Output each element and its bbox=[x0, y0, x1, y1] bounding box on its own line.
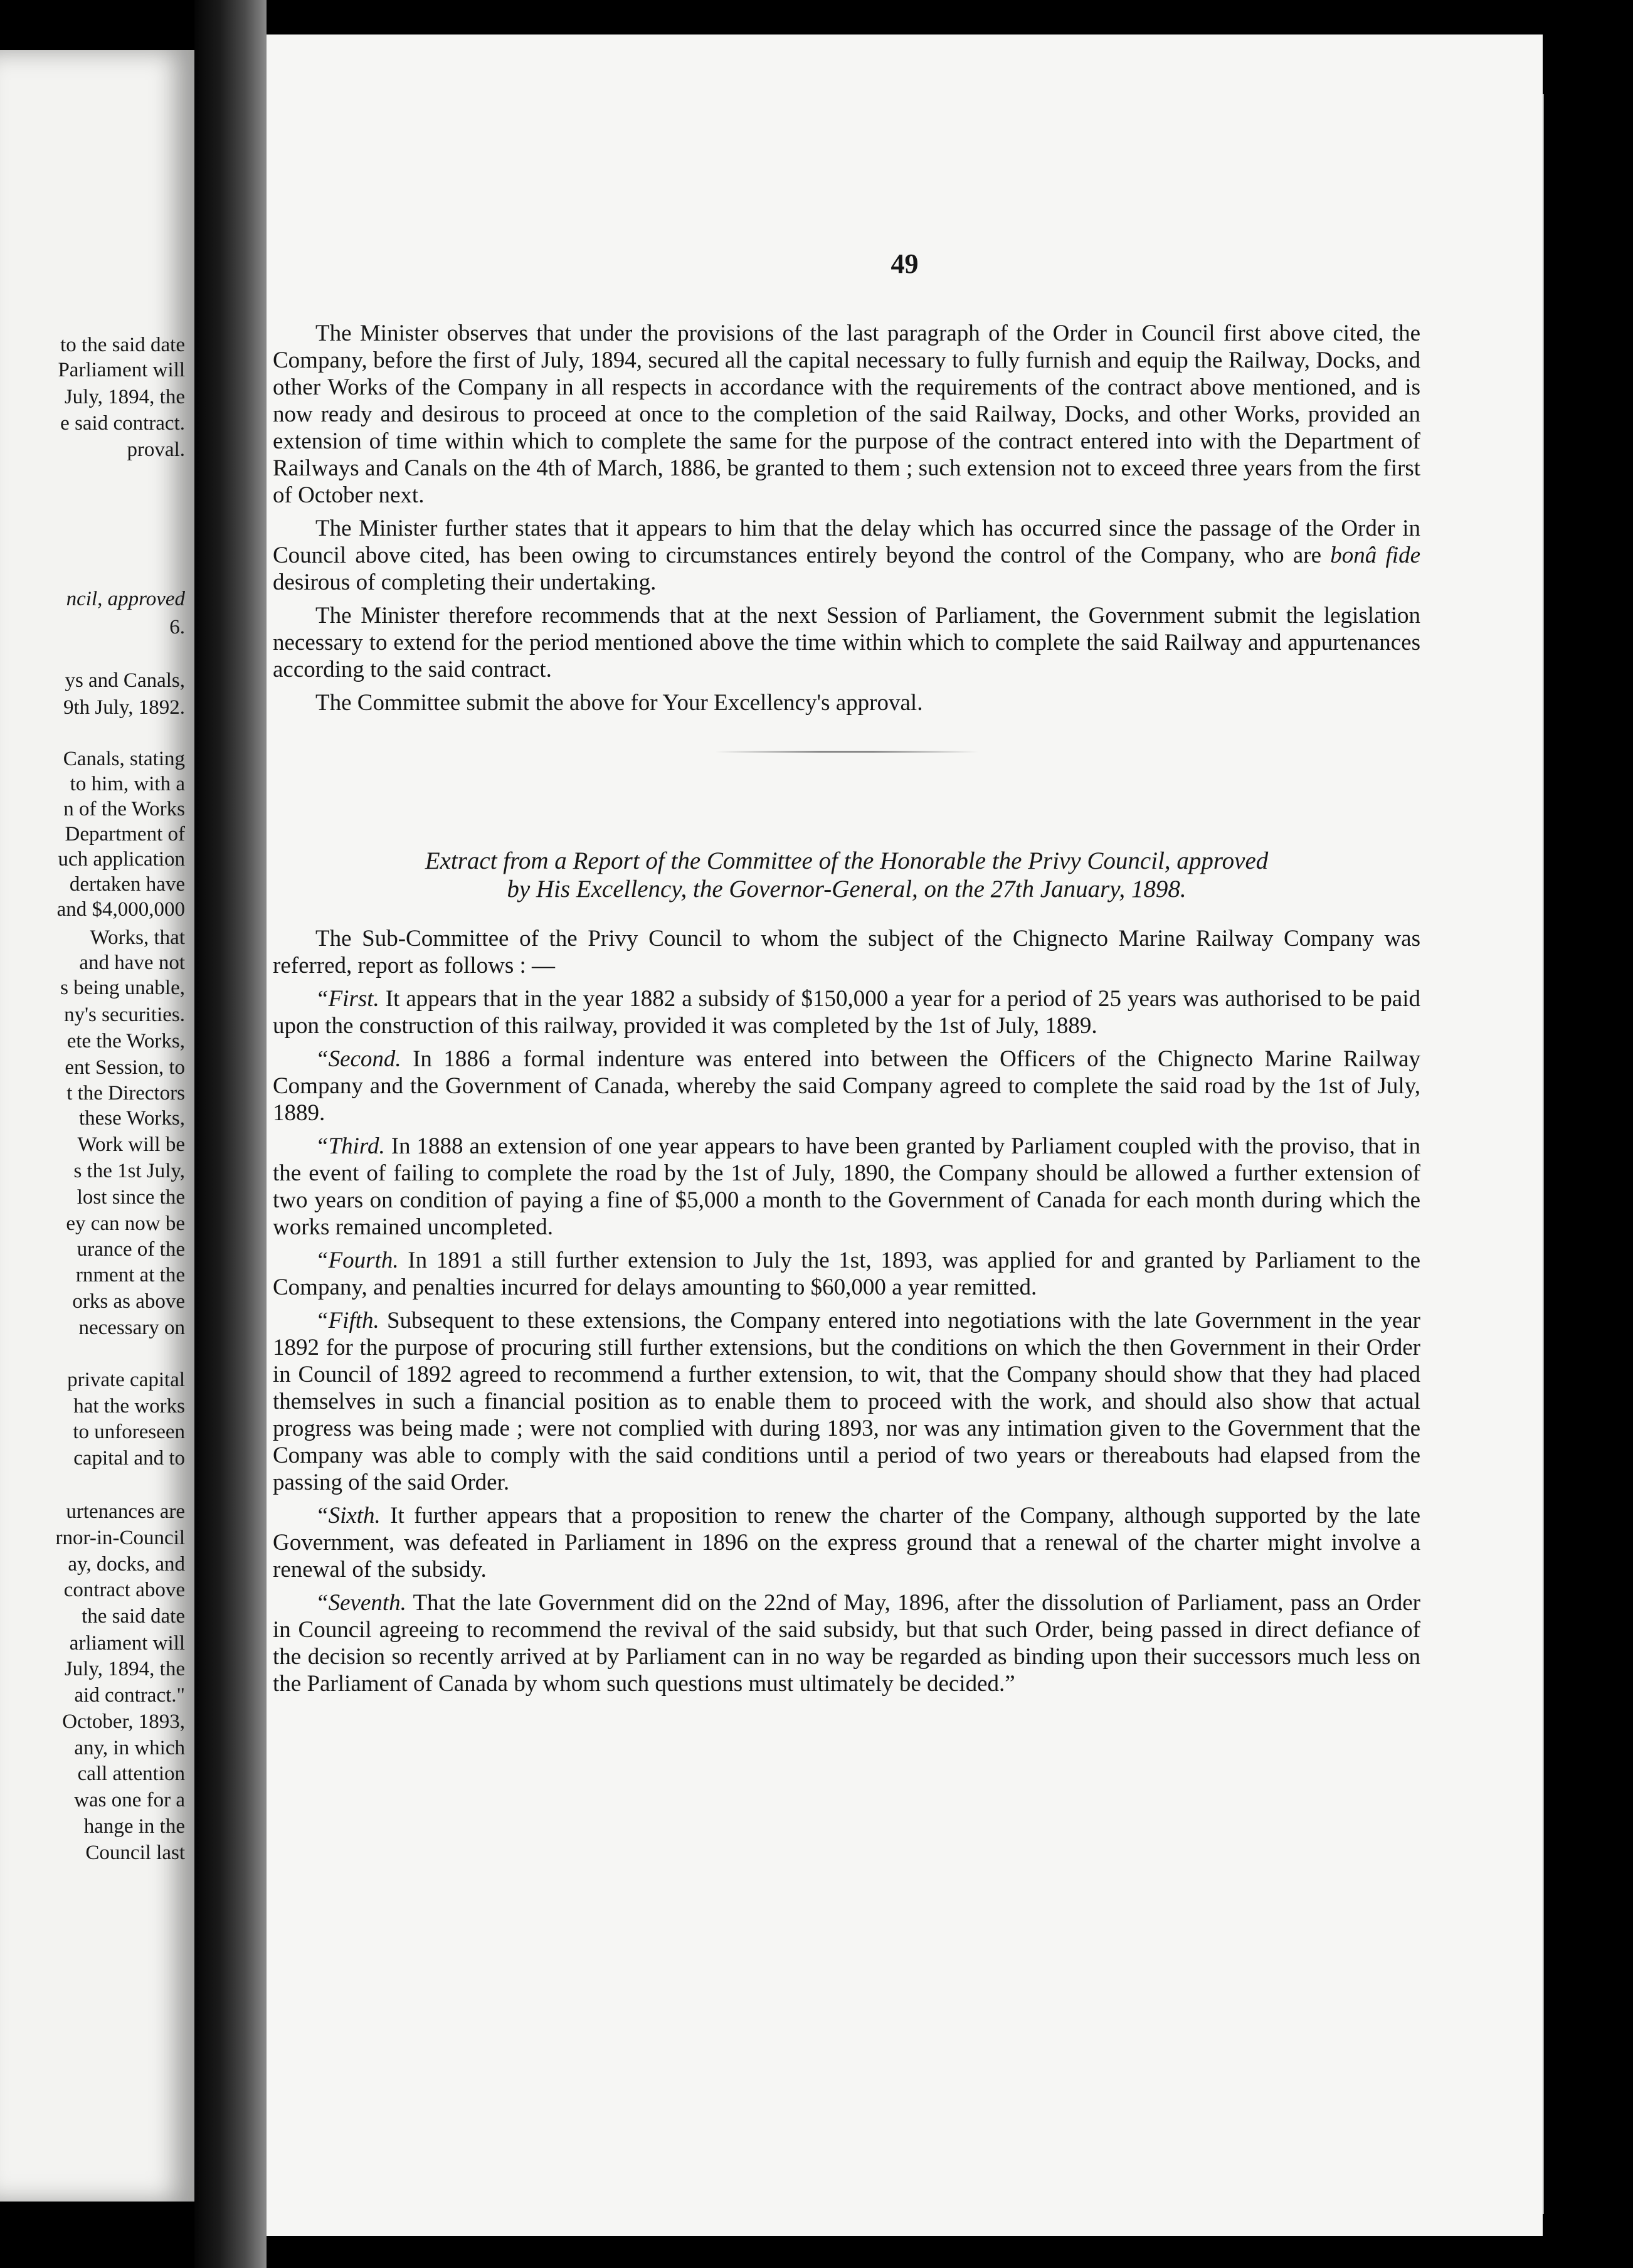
facing-page-line: and $4,000,000 bbox=[56, 898, 185, 921]
facing-page-line: capital and to bbox=[73, 1447, 185, 1470]
facing-page-line: orks as above bbox=[72, 1290, 185, 1313]
report-item bbox=[273, 1589, 1420, 1697]
extract-heading-line-2: by His Excellency, the Governor-General, on the 27th January, 1898. bbox=[507, 876, 1186, 903]
report-item bbox=[273, 1307, 1420, 1496]
facing-page-line: Work will be bbox=[77, 1133, 185, 1156]
report-item-text: That the late Government did on the 22nd of May, 1896, after the dissolution of Parliament, pass an Order in Council agreeing to recommend the revival of the said subsidy, but that such Order, being passed in direct defiance of the decision so recently arrived at by Parliament can in no way be regarded as binding upon their successors much less on the Parliament of Canada by whom such questions must ultimately be decided.” bbox=[273, 1590, 1420, 1697]
facing-page-line: dertaken have bbox=[69, 873, 185, 896]
facing-page-line: hat the works bbox=[73, 1395, 185, 1417]
paragraph-committee-submit: The Committee submit the above for Your Excellency's approval. bbox=[315, 690, 923, 716]
report-item bbox=[273, 1133, 1420, 1241]
facing-page-line: Canals, stating bbox=[63, 748, 185, 770]
latin-phrase: bonâ fide bbox=[1330, 543, 1421, 568]
facing-page-line: to unforeseen bbox=[73, 1421, 185, 1443]
facing-page-line: n of the Works bbox=[63, 798, 185, 820]
sub-committee-intro: The Sub-Committee of the Privy Council to whom the subject of the Chignecto Marine Railway Company was referred, report as follows : — bbox=[273, 926, 1420, 978]
facing-page-line: Parliament will bbox=[58, 359, 185, 381]
report-item-text: Subsequent to these extensions, the Company entered into negotiations with the late Government in the year 1892 for the purpose of procuring still further extensions, but the conditions on which the then Government in their Order in Council of 1892 agreed to recommend a further extension, to wit, that the Company should show that they had placed themselves in such a financial position as to enable them to proceed with the work, and should also show that actual progress was being made ; were not complied with during 1893, nor was any intimation given to the Government that the Company was able to comply with the said conditions until a period of two years or thereabouts had elapsed from the passing of the said Order. bbox=[273, 1308, 1420, 1495]
facing-page-line: October, 1893, bbox=[62, 1710, 185, 1733]
facing-page-line: hange in the bbox=[83, 1815, 185, 1838]
facing-page-line: t the Directors bbox=[66, 1082, 185, 1105]
page-number: 49 bbox=[890, 248, 919, 279]
report-item-label: “Third. bbox=[315, 1133, 385, 1159]
facing-page-line: necessary on bbox=[78, 1317, 185, 1339]
report-item bbox=[273, 1247, 1420, 1301]
report-item-label: “Fifth. bbox=[315, 1308, 379, 1333]
facing-page-line: e said contract. bbox=[60, 412, 185, 435]
report-item bbox=[273, 1046, 1420, 1126]
report-item-label: “First. bbox=[315, 986, 379, 1012]
report-item bbox=[273, 985, 1420, 1039]
facing-page-line: was one for a bbox=[74, 1789, 185, 1811]
book-gutter-shadow bbox=[194, 0, 267, 2268]
report-items bbox=[273, 985, 1420, 1697]
extract-heading bbox=[273, 847, 1420, 903]
section-divider bbox=[715, 751, 978, 753]
report-item-label: “Fourth. bbox=[315, 1248, 399, 1273]
extract-heading-line-1: Extract from a Report of the Committee of the Honorable the Privy Council, approved bbox=[425, 847, 1269, 874]
paragraph-minister-further-states-text: The Minister further states that it appears to him that the delay which has occurred since the passage of the Order in Council above cited, has been owing to circumstances entirely beyond the control of the Company, who are bonâ fide desirous of completing their undertaking. bbox=[273, 516, 1421, 595]
facing-page-line: proval. bbox=[127, 438, 185, 461]
facing-page-line: ete the Works, bbox=[66, 1030, 185, 1052]
facing-page-line: to the said date bbox=[60, 334, 185, 356]
facing-page-line: ay, docks, and bbox=[68, 1553, 185, 1576]
facing-page-line: ey can now be bbox=[66, 1212, 185, 1235]
facing-page-line: lost since the bbox=[77, 1186, 185, 1209]
facing-page-line: s the 1st July, bbox=[73, 1160, 185, 1182]
facing-page-line: urance of the bbox=[77, 1238, 185, 1261]
facing-page-line: private capital bbox=[67, 1369, 185, 1391]
facing-page-line: 9th July, 1892. bbox=[63, 696, 185, 719]
facing-page-line: ys and Canals, bbox=[65, 669, 185, 692]
facing-page-line: and have not bbox=[79, 951, 185, 974]
facing-page-line: July, 1894, the bbox=[64, 386, 185, 408]
facing-page-line: rnor-in-Council bbox=[55, 1527, 185, 1549]
facing-page-line: any, in which bbox=[74, 1737, 185, 1759]
report-item-text: In 1888 an extension of one year appears to have been granted by Parliament coupled with the proviso, that in the event of failing to complete the road by the 1st of July, 1890, the Company should be allowed a further extension of two years on condition of paying a fine of $5,000 a month to the Government of Canada for each month during which the works remained uncompleted. bbox=[273, 1133, 1420, 1240]
facing-page-line: the said date bbox=[82, 1605, 185, 1628]
facing-page-line: uch application bbox=[58, 848, 185, 871]
facing-page-line: call attention bbox=[77, 1762, 185, 1785]
document-page bbox=[267, 34, 1543, 2236]
facing-page-line: Works, that bbox=[90, 926, 185, 949]
paragraph-minister-observes: The Minister observes that under the provisions of the last paragraph of the Order in Council first above cited, the Company, before the first of July, 1894, secured all the capital necessary to fully furnish and equip the Railway, Docks, and other Works of the Company in all respects in accordance with the requirements of the contract above mentioned, and is now ready and desirous to proceed at once to the completion of the said Railway, Docks, and other Works, provided an extension of time within which to complete the same for the purpose of the contract entered into with the Department of Railways and Canals on the 4th of March, 1886, be granted to them ; such extension not to exceed three years from the first of October next. bbox=[273, 321, 1420, 508]
report-item bbox=[273, 1502, 1420, 1583]
facing-page-line: ncil, approved bbox=[66, 588, 185, 610]
facing-page-line: aid contract." bbox=[74, 1684, 185, 1707]
paragraph-minister-recommends: The Minister therefore recommends that at the next Session of Parliament, the Government submit the legislation necessary to extend for the period mentioned above the time within which to complete the said Railway and appurtenances according to the said contract. bbox=[273, 603, 1420, 682]
facing-page-fragment bbox=[0, 50, 194, 2202]
facing-page-line: Department of bbox=[65, 823, 185, 845]
page-content bbox=[273, 320, 1420, 1697]
report-item-label: “Sixth. bbox=[315, 1503, 381, 1529]
facing-page-line: 6. bbox=[169, 616, 185, 639]
facing-page-line: ny's securities. bbox=[64, 1004, 185, 1026]
report-item-label: “Seventh. bbox=[315, 1590, 406, 1616]
facing-page-line: s being unable, bbox=[60, 977, 185, 999]
report-item-text: It appears that in the year 1882 a subsidy of $150,000 a year for a period of 25 years was authorised to be paid upon the construction of this railway, provided it was completed by the 1st of July, 1889. bbox=[273, 986, 1420, 1039]
report-item-text: In 1891 a still further extension to July the 1st, 1893, was applied for and granted by Parliament to the Company, and penalties incurred for delays amounting to $60,000 a year remitted. bbox=[273, 1248, 1420, 1300]
facing-page-line: these Works, bbox=[78, 1107, 185, 1130]
facing-page-line: contract above bbox=[63, 1579, 185, 1601]
report-item-label: “Second. bbox=[315, 1046, 401, 1072]
facing-page-line: July, 1894, the bbox=[64, 1658, 185, 1680]
facing-page-line: rnment at the bbox=[75, 1264, 185, 1286]
facing-page-line: ent Session, to bbox=[65, 1056, 185, 1079]
facing-page-line: Council last bbox=[85, 1841, 185, 1864]
facing-page-line: arliament will bbox=[69, 1632, 185, 1655]
facing-page-line: to him, with a bbox=[70, 773, 185, 795]
facing-page-line: urtenances are bbox=[66, 1500, 185, 1523]
report-item-text: In 1886 a formal indenture was entered into between the Officers of the Chignecto Marine Railway Company and the Government of Canada, whereby the said Company agreed to complete the said road by the 1st of July, 1889. bbox=[273, 1046, 1420, 1126]
report-item-text: It further appears that a proposition to renew the charter of the Company, although supported by the late Government, was defeated in Parliament in 1896 on the express ground that a renewal of the charter might involve a renewal of the subsidy. bbox=[273, 1503, 1420, 1582]
paragraph-minister-further-states bbox=[273, 515, 1420, 596]
